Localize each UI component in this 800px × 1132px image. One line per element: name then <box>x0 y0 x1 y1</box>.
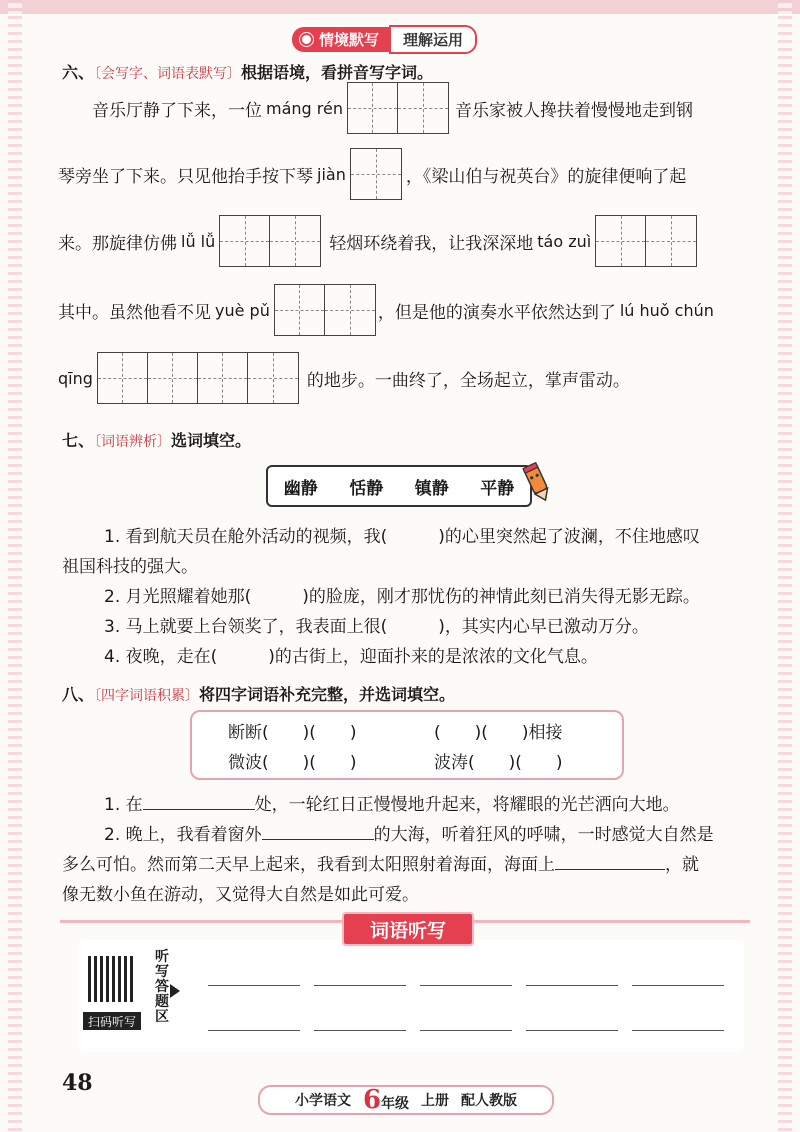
write-line[interactable] <box>526 1030 618 1031</box>
s8-question-2-end: 像无数小鱼在游动，又觉得大自然是如此可爱。 <box>62 885 419 905</box>
footer-edition: 配人教版 <box>461 1093 518 1109</box>
header-left <box>292 27 389 52</box>
page-number: 48 <box>62 1070 93 1096</box>
word-option: 平静 <box>480 478 515 499</box>
idiom-blank-2[interactable]: ( )( )相接 <box>434 723 563 743</box>
s6-text-3a: 来。那旋律仿佛 <box>58 233 177 254</box>
write-line[interactable] <box>526 985 618 986</box>
write-line[interactable] <box>632 985 724 986</box>
section-6-tag: 〔会写字、词语表默写〕 <box>94 66 242 82</box>
idiom-blank-1[interactable]: 断断( )( ) <box>228 723 357 743</box>
answer-grid-5[interactable] <box>274 284 376 336</box>
pinyin-4: táo zuì <box>537 231 592 251</box>
section-8-title <box>62 682 455 705</box>
answer-grid-2[interactable] <box>350 148 402 200</box>
s6-text-2b: ，《梁山伯与祝英台》的旋律便响了起 <box>405 166 687 187</box>
s6-line-5 <box>58 352 630 404</box>
s6-line-2 <box>58 148 686 200</box>
header-right-label: 理解运用 <box>389 25 477 54</box>
idiom-blank-4[interactable]: 波涛( )( ) <box>434 753 563 773</box>
footer-subject: 小学语文 <box>294 1093 351 1109</box>
section-7-tag: 〔词语辨析〕 <box>94 434 172 450</box>
s6-line-1 <box>92 82 693 134</box>
section-7-number: 七、 <box>62 431 95 450</box>
footer-term: 上册 <box>421 1093 450 1109</box>
dictation-title: 词语听写 <box>342 912 474 946</box>
s8-q3-suffix: ，就 <box>665 855 699 875</box>
idiom-blank-3[interactable]: 微波( )( ) <box>228 753 357 773</box>
s8-q2-suffix: 的大海，听着狂风的呼啸，一时感觉大自然是 <box>373 825 714 845</box>
s8-q1-prefix: 1. 在 <box>104 795 143 815</box>
word-choice-box <box>266 465 532 507</box>
section-6-heading: 根据语境，看拼音写字词。 <box>241 63 434 82</box>
s8-question-2 <box>104 820 714 845</box>
section-8-number: 八、 <box>62 685 95 704</box>
s6-text-1b: 音乐家被人搀扶着慢慢地走到钢 <box>454 100 693 121</box>
pinyin-3: lǚ lǚ <box>181 231 216 251</box>
pencil-mascot-icon <box>520 460 554 504</box>
s8-q2-blank[interactable] <box>262 839 374 840</box>
pinyin-7: qīng <box>58 368 93 388</box>
answer-grid-6[interactable] <box>97 352 299 404</box>
s6-line-3 <box>58 215 697 267</box>
section-7-title <box>62 428 251 451</box>
s8-q2-prefix: 2. 晚上，我看着窗外 <box>104 825 262 845</box>
s6-text-4b: ，但是他的演奏水平依然达到了 <box>377 302 616 323</box>
section-8-heading: 将四字词语补充完整，并选词填空。 <box>199 685 456 704</box>
word-option: 幽静 <box>283 478 318 499</box>
s8-question-1 <box>104 790 680 815</box>
write-line[interactable] <box>314 1030 406 1031</box>
s6-text-5b: 的地步。一曲终了，全场起立，掌声雷动。 <box>306 370 630 391</box>
s8-q1-suffix: 处，一轮红日正慢慢地升起来，将耀眼的光芒洒向大地。 <box>254 795 680 815</box>
write-line[interactable] <box>420 1030 512 1031</box>
answer-grid-1[interactable] <box>347 82 449 134</box>
pinyin-6: lú huǒ chún <box>619 300 714 320</box>
s6-text-1a: 音乐厅静了下来，一位 <box>92 100 262 121</box>
s7-question-2: 2. 月光照耀着她那( )的脸庞，刚才那忧伤的神情此刻已消失得无影无踪。 <box>104 587 700 607</box>
write-line[interactable] <box>632 1030 724 1031</box>
s8-question-2-cont <box>62 850 699 875</box>
s8-q1-blank[interactable] <box>143 809 255 810</box>
s6-text-2a: 琴旁坐了下来。只见他抬手按下琴 <box>58 166 313 187</box>
qr-code-icon[interactable] <box>88 956 134 1002</box>
word-option: 镇静 <box>414 478 449 499</box>
s6-text-4a: 其中。虽然他看不见 <box>58 302 211 323</box>
pinyin-5: yuè pǔ <box>215 300 270 320</box>
write-line[interactable] <box>208 1030 300 1031</box>
section-7-heading: 选词填空。 <box>171 431 252 450</box>
s7-question-1a: 1. 看到航天员在舱外活动的视频，我( )的心里突然起了波澜，不住地感叹 <box>104 527 700 547</box>
answer-grid-3[interactable] <box>219 215 321 267</box>
top-strip <box>0 0 800 14</box>
pinyin-2: jiàn <box>317 164 346 184</box>
write-line[interactable] <box>314 985 406 986</box>
section-header-tag <box>292 28 477 50</box>
s6-text-3b: 轻烟环绕着我，让我深深地 <box>329 233 534 254</box>
right-border-decoration <box>778 0 792 1132</box>
header-left-label: 情境默写 <box>319 30 380 49</box>
word-option: 恬静 <box>349 478 384 499</box>
pinyin-1: máng rén <box>266 98 343 118</box>
write-line[interactable] <box>420 985 512 986</box>
section-6-number: 六、 <box>62 63 95 82</box>
write-line[interactable] <box>208 985 300 986</box>
section-6-title <box>62 60 433 83</box>
s6-line-4 <box>58 284 718 336</box>
target-icon <box>300 33 313 46</box>
answer-grid-4[interactable] <box>595 215 697 267</box>
book-footer <box>258 1085 554 1115</box>
s8-q3-prefix: 多么可怕。然而第二天早上起来，我看到太阳照射着海面，海面上 <box>62 855 555 875</box>
footer-grade: 年级 <box>381 1096 410 1112</box>
qr-label: 扫码听写 <box>83 1012 141 1030</box>
dictation-side-label: 听写答题区 <box>155 949 169 1025</box>
left-border-decoration <box>8 0 22 1132</box>
section-8-tag: 〔四字词语积累〕 <box>94 688 200 704</box>
s8-q3-blank[interactable] <box>555 869 665 870</box>
arrow-right-icon <box>170 984 180 998</box>
s7-question-4: 4. 夜晚，走在( )的古街上，迎面扑来的是浓浓的文化气息。 <box>104 647 598 667</box>
s7-question-3: 3. 马上就要上台领奖了，我表面上很( )，其实内心早已激动万分。 <box>104 617 649 637</box>
footer-grade-number: 6 <box>362 1085 382 1115</box>
s7-question-1b: 祖国科技的强大。 <box>62 557 198 577</box>
